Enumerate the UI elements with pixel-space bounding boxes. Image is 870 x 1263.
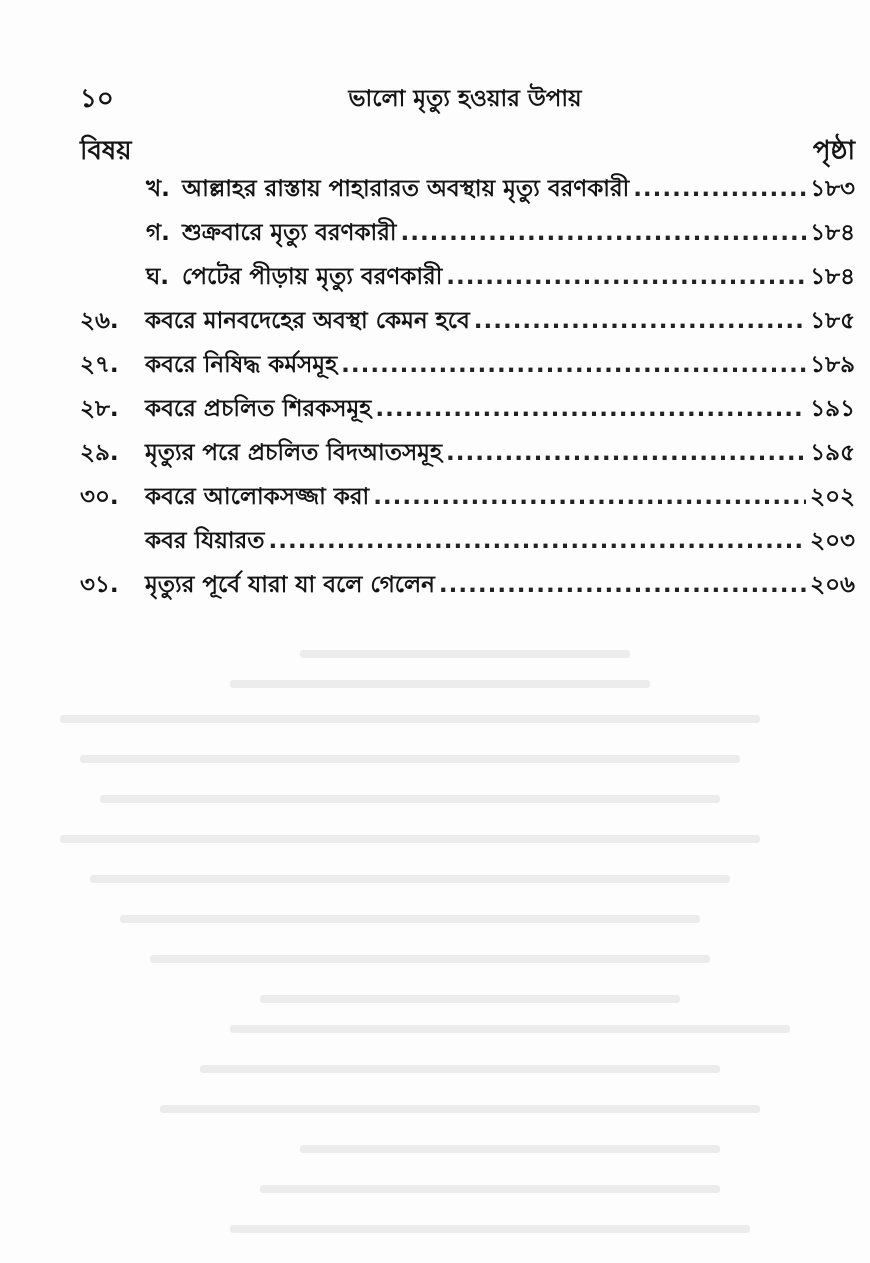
show-through-text <box>0 620 870 1260</box>
toc-entry <box>80 390 855 434</box>
toc-entry-title: শুক্রবারে মৃত্যু বরণকারী <box>182 220 397 246</box>
toc-entry-title: কবরে নিষিদ্ধ কর্মসমূহ <box>145 352 338 378</box>
toc-entry-letter: খ. <box>146 176 170 202</box>
toc-entry <box>80 170 855 214</box>
toc-entry-page: ২০৩ <box>810 528 855 554</box>
toc-entry-number: ২৮. <box>80 396 119 422</box>
toc-entry-letter: ঘ. <box>146 264 169 290</box>
dot-leader <box>373 484 806 510</box>
toc-entry <box>80 434 855 478</box>
toc-entry-title: মৃত্যুর পরে প্রচলিত বিদআতসমূহ <box>145 440 443 466</box>
toc-entry <box>80 566 855 610</box>
table-of-contents <box>80 170 855 610</box>
toc-entry-title: আল্লাহর রাস্তায় পাহারারত অবস্থায় মৃত্যু বরণকারী <box>182 176 630 202</box>
toc-entry-page: ১৯১ <box>810 396 855 422</box>
topic-column-header: বিষয় <box>80 136 132 166</box>
toc-entry-page: ২০২ <box>810 484 855 510</box>
dot-leader <box>439 572 806 598</box>
toc-entry-page: ১৮৯ <box>810 352 855 378</box>
toc-entry-title: পেটের পীড়ায় মৃত্যু বরণকারী <box>182 264 443 290</box>
toc-entry-page: ১৯৫ <box>810 440 855 466</box>
toc-entry-title: মৃত্যুর পূর্বে যারা যা বলে গেলেন <box>145 572 435 598</box>
dot-leader <box>341 352 806 378</box>
dot-leader <box>375 396 806 422</box>
toc-entry-letter: গ. <box>146 220 170 246</box>
toc-entry-page: ১৮৪ <box>810 264 855 290</box>
toc-entry-number: ২৯. <box>80 440 119 466</box>
toc-entry <box>80 302 855 346</box>
toc-entry-page: ১৮৪ <box>810 220 855 246</box>
dot-leader <box>633 176 806 202</box>
toc-entry-number: ২৬. <box>80 308 119 334</box>
dot-leader <box>269 528 807 554</box>
toc-entry-page: ১৮৩ <box>810 176 855 202</box>
dot-leader <box>446 440 806 466</box>
toc-entry-number: ৩১. <box>80 572 119 598</box>
toc-entry-page: ২০৬ <box>810 572 855 598</box>
book-title: ভালো মৃত্যু হওয়ার উপায় <box>348 86 582 112</box>
toc-column-headers <box>80 130 855 170</box>
dot-leader <box>446 264 806 290</box>
running-header <box>80 78 850 118</box>
dot-leader <box>400 220 806 246</box>
toc-entry <box>80 214 855 258</box>
toc-entry <box>80 522 855 566</box>
toc-entry-page: ১৮৫ <box>810 308 855 334</box>
toc-entry-title: কবরে মানবদেহের অবস্থা কেমন হবে <box>145 308 470 334</box>
toc-entry-title: কবরে আলোকসজ্জা করা <box>145 484 370 510</box>
toc-entry <box>80 258 855 302</box>
toc-entry <box>80 346 855 390</box>
dot-leader <box>474 308 806 334</box>
toc-entry-number: ২৭. <box>80 352 119 378</box>
page-column-header: পৃষ্ঠা <box>812 136 855 166</box>
toc-entry-title: কবর যিয়ারত <box>145 528 265 554</box>
toc-entry-title: কবরে প্রচলিত শিরকসমূহ <box>145 396 372 422</box>
toc-entry-number: ৩০. <box>80 484 119 510</box>
toc-entry <box>80 478 855 522</box>
page-number: ১০ <box>80 84 114 114</box>
